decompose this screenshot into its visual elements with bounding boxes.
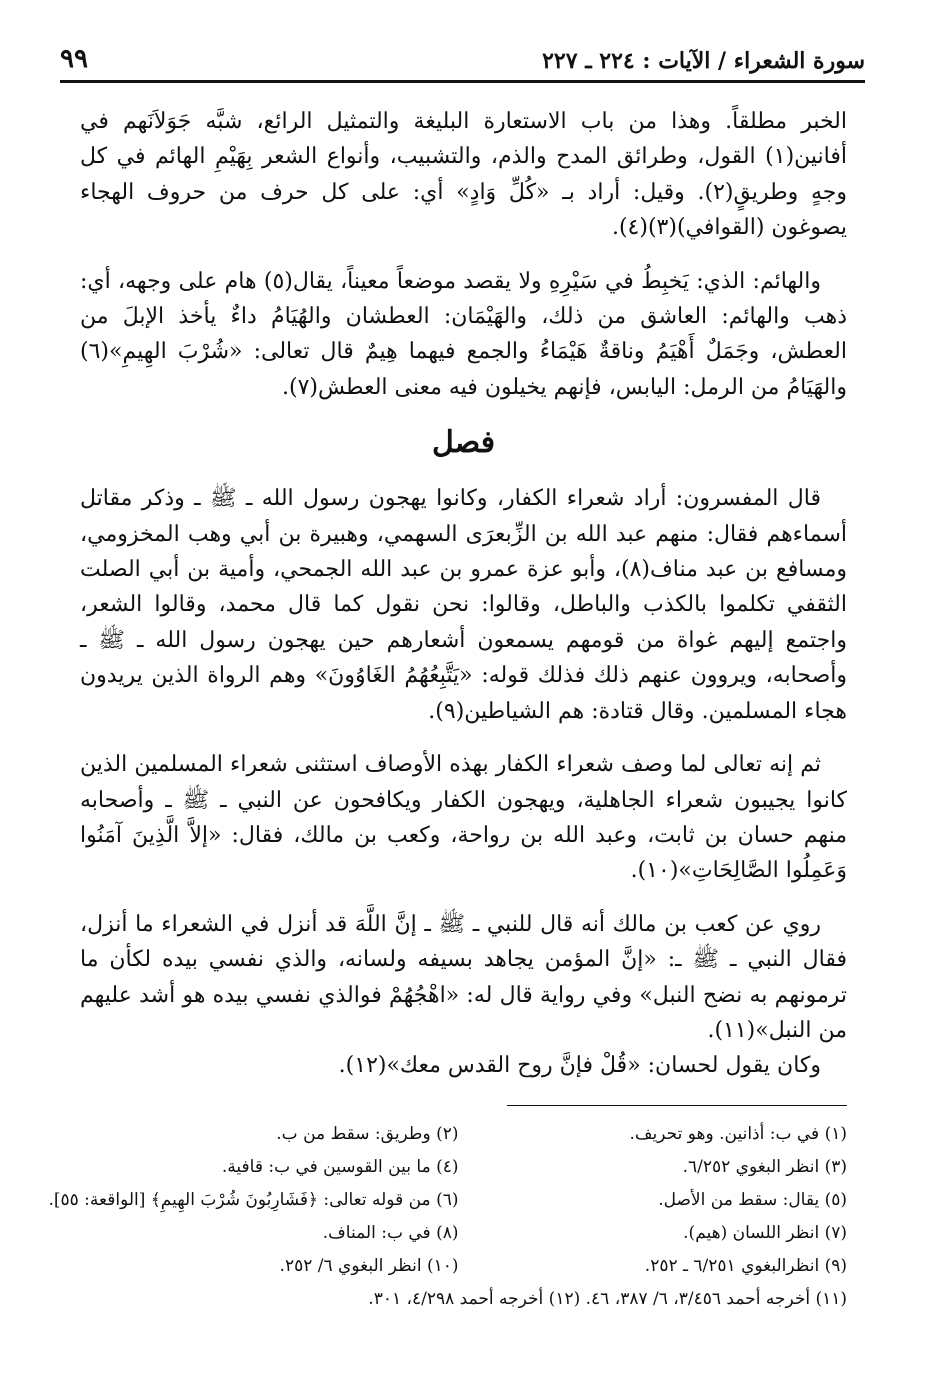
paragraph-3: قال المفسرون: أراد شعراء الكفار، وكانوا يهجون رسول الله ـ ﷺ ـ وذكر مقاتل أسماءهم فقال: منهم عبد الله بن الزِّبعرَى السهمي، وهبيرة بن أبي وهب المخزومي، ومسافع بن عبد مناف(٨)، وأبو عزة عمرو بن عبد الله الجمحي، وأمية بن أبي الصلت الثقفي تكلموا بالكذب والباطل، وقالوا: نحن نقول كما قال محمد، وقالوا الشعر، واجتمع إليهم غواة من قومهم يسمعون أشعارهم حين يهجون رسول الله ـ ﷺ ـ وأصحابه، ويروون عنهم ذلك فذلك قوله: «يَتَّبِعُهُمُ الغَاوُونَ» وهم الرواة الذين يريدون هجاء المسلمين. وقال قتادة: هم الشياطين(٩). — [80, 486, 847, 724]
footnote-4: (٤) ما بين القوسين في ب: قافية. — [221, 1157, 459, 1177]
footnotes — [48, 1118, 847, 1316]
footnote-row — [70, 1250, 847, 1283]
footnote-divider — [507, 1105, 847, 1106]
page-number: ٩٩ — [60, 44, 88, 74]
footnote-5: (٥) يقال: سقط من الأصل. — [658, 1190, 847, 1210]
page-header — [60, 40, 865, 83]
paragraph-4: ثم إنه تعالى لما وصف شعراء الكفار بهذه الأوصاف استثنى شعراء المسلمين الذين كانوا يجيبون شعراء الجاهلية، ويهجون الكفار ويكافحون عن النبي ـ ﷺ ـ وأصحابه منهم حسان بن ثابت، وعبد الله بن رواحة، وكعب بن مالك، فقال: «إلاَّ الَّذِينَ آمَنُوا وَعَمِلُوا الصَّالِحَاتِ»(١٠). — [80, 752, 847, 884]
paragraph-5: روي عن كعب بن مالك أنه قال للنبي ـ ﷺ ـ إنَّ اللَّهَ قد أنزل في الشعراء ما أنزل، فقال النبي ـ ﷺ ـ: «إنَّ المؤمن يجاهد بسيفه ولسانه، والذي نفسي بيده لكأن ما ترمونهم به نضح النبل» وفي رواية قال له: «اهْجُهُمْ فوالذي نفسي بيده هو أشد عليهم من النبل»(١١). — [80, 911, 847, 1043]
footnote-6: (٦) من قوله تعالى: ﴿فَشَارِبُونَ شُرْبَ الهِيمِ﴾ [الواقعة: ٥٥]. — [48, 1190, 459, 1210]
footnote-row — [70, 1151, 847, 1184]
main-text — [80, 104, 847, 1102]
paragraph-1: الخبر مطلقاً. وهذا من باب الاستعارة البليغة والتمثيل الرائع، شبَّه جَوَلاَنَهم في أفانين(١) القول، وطرائق المدح والذم، والتشبيب، وأنواع الشعر بِهَيْمِ الهائم في كل وجهٍ وطريقٍ(٢). وقيل: أراد بـ «كُلِّ وَادٍ» أي: على كل حرف من حروف الهجاء يصوغون (القوافي)(٣)(٤). — [80, 109, 847, 241]
footnote-8: (٨) في ب: المناف. — [322, 1223, 459, 1243]
footnote-row — [70, 1118, 847, 1151]
running-title: سورة الشعراء / الآيات : ٢٢٤ ـ ٢٢٧ — [542, 48, 865, 74]
footnote-9: (٩) انظرالبغوي ٦/٢٥١ ـ ٢٥٢. — [644, 1256, 847, 1276]
paragraph-2: والهائم: الذي: يَخبِطُ في سَيْرِهِ ولا يقصد موضعاً معيناً، يقال(٥) هام على وجهه، أي: ذهب والهائم: العاشق من ذلك، والهَيْمَان: العطشان والهُيَامُ داءٌ يأخذ الإبلَ من العطش، وجَمَلٌ أَهْيَمُ وناقةٌ هَيْمَاءُ والجمع فيهما هِيمٌ قال تعالى: «شُرْبَ الهِيمِ»(٦) والهَيَامُ من الرمل: اليابس، فإنهم يخيلون فيه معنى العطش(٧). — [80, 268, 847, 400]
paragraph-6: وكان يقول لحسان: «قُلْ فإنَّ روح القدس معك»(١٢). — [338, 1053, 821, 1079]
footnote-1: (١) في ب: أذانين. وهو تحريف. — [629, 1124, 847, 1144]
footnote-row — [48, 1184, 847, 1217]
section-heading: فصل — [431, 425, 496, 461]
footnote-7: (٧) انظر اللسان (هيم). — [683, 1223, 847, 1243]
footnote-row — [70, 1217, 847, 1250]
footnote-2: (٢) وطريق: سقط من ب. — [276, 1124, 459, 1144]
footnote-11-12: (١١) أخرجه أحمد ٣/٤٥٦، ٦/ ٣٨٧، ٤٦. (١٢) أخرجه أحمد ٤/٢٩٨، ٣٠١. — [368, 1289, 847, 1309]
footnote-3: (٣) انظر البغوي ٦/٢٥٢. — [682, 1157, 847, 1177]
footnote-10: (١٠) انظر البغوي ٦/ ٢٥٢. — [279, 1256, 459, 1276]
